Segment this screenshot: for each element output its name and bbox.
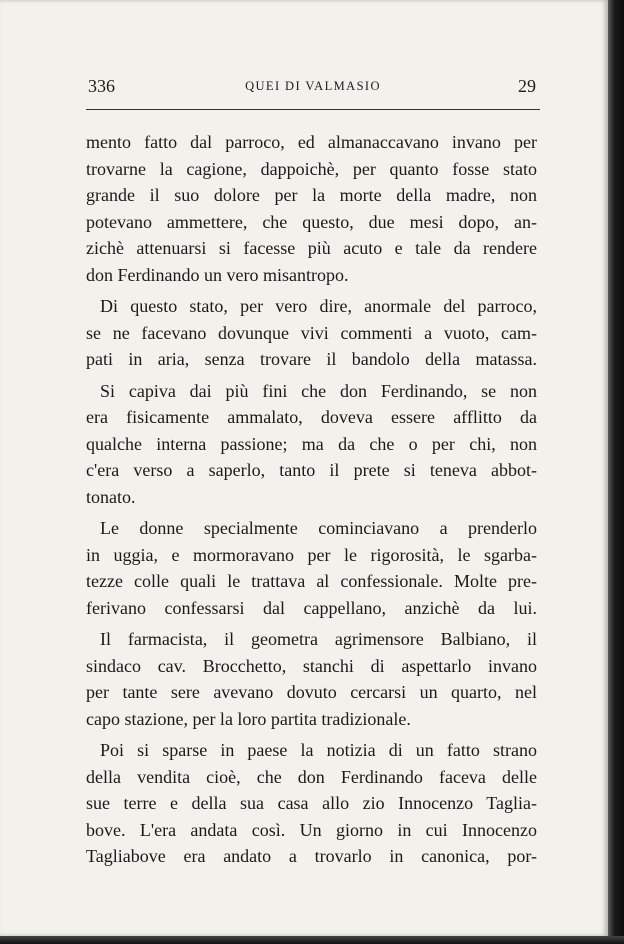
scan-bottom-edge xyxy=(0,936,624,944)
scan-right-edge xyxy=(608,0,624,944)
text-line: tezze colle quali le trattava al confessionale. Molte pre- xyxy=(86,571,537,592)
text-line: ferivano confessarsi dal cappellano, anzichè da lui. xyxy=(86,597,537,618)
text-line: Il farmacista, il geometra agrimensore Balbiano, il xyxy=(100,629,537,650)
text-line: tonato. xyxy=(86,486,136,507)
text-line: don Ferdinando un vero misantropo. xyxy=(86,264,349,285)
text-line: Si capiva dai più fini che don Ferdinando, se non xyxy=(100,380,537,401)
text-line: grande il suo dolore per la morte della madre, non xyxy=(86,185,537,206)
text-line: zichè attenuarsi si facesse più acuto e tale da rendere xyxy=(86,238,537,259)
text-line: capo stazione, per la loro partita tradizionale. xyxy=(86,708,411,729)
text-line: bove. L'era andata così. Un giorno in cui Innocenzo xyxy=(86,819,537,840)
text-line: Poi si sparse in paese la notizia di un fatto strano xyxy=(100,740,537,761)
page-number: 336 xyxy=(88,76,115,96)
text-line: trovarne la cagione, dappoichè, per quanto fosse stato xyxy=(86,158,537,179)
text-line: in uggia, e mormoravano per le rigorosità, le sgarba- xyxy=(86,544,537,565)
page-header xyxy=(86,76,540,100)
folio-number: 29 xyxy=(518,76,536,96)
text-line: Di questo stato, per vero dire, anormale del parroco, xyxy=(100,296,537,317)
text-line: c'era verso a saperlo, tanto il prete si teneva abbot- xyxy=(86,460,537,481)
text-line: per tante sere avevano dovuto cercarsi un quarto, nel xyxy=(86,682,537,703)
running-title: QUEI DI VALMASIO xyxy=(245,79,381,93)
text-line: sue terre e della sua casa allo zio Innocenzo Taglia- xyxy=(86,793,537,814)
text-line: pati in aria, senza trovare il bandolo della matassa. xyxy=(86,349,537,370)
body-text xyxy=(86,129,537,870)
text-line: mento fatto dal parroco, ed almanaccavano invano per xyxy=(86,132,537,152)
text-line: Tagliabove era andato a trovarlo in canonica, por- xyxy=(86,846,537,867)
text-line: era fisicamente ammalato, doveva essere afflitto da xyxy=(86,407,537,428)
text-line: sindaco cav. Brocchetto, stanchi di aspettarlo invano xyxy=(86,655,537,676)
text-line: potevano ammettere, che questo, due mesi dopo, an- xyxy=(86,211,537,232)
header-rule xyxy=(86,109,540,110)
text-line: Le donne specialmente cominciavano a prenderlo xyxy=(100,518,537,539)
text-line: della vendita cioè, che don Ferdinando faceva delle xyxy=(86,766,537,787)
text-line: se ne facevano dovunque vivi commenti a vuoto, cam- xyxy=(86,322,537,343)
text-line: qualche interna passione; ma da che o per chi, non xyxy=(86,433,537,454)
